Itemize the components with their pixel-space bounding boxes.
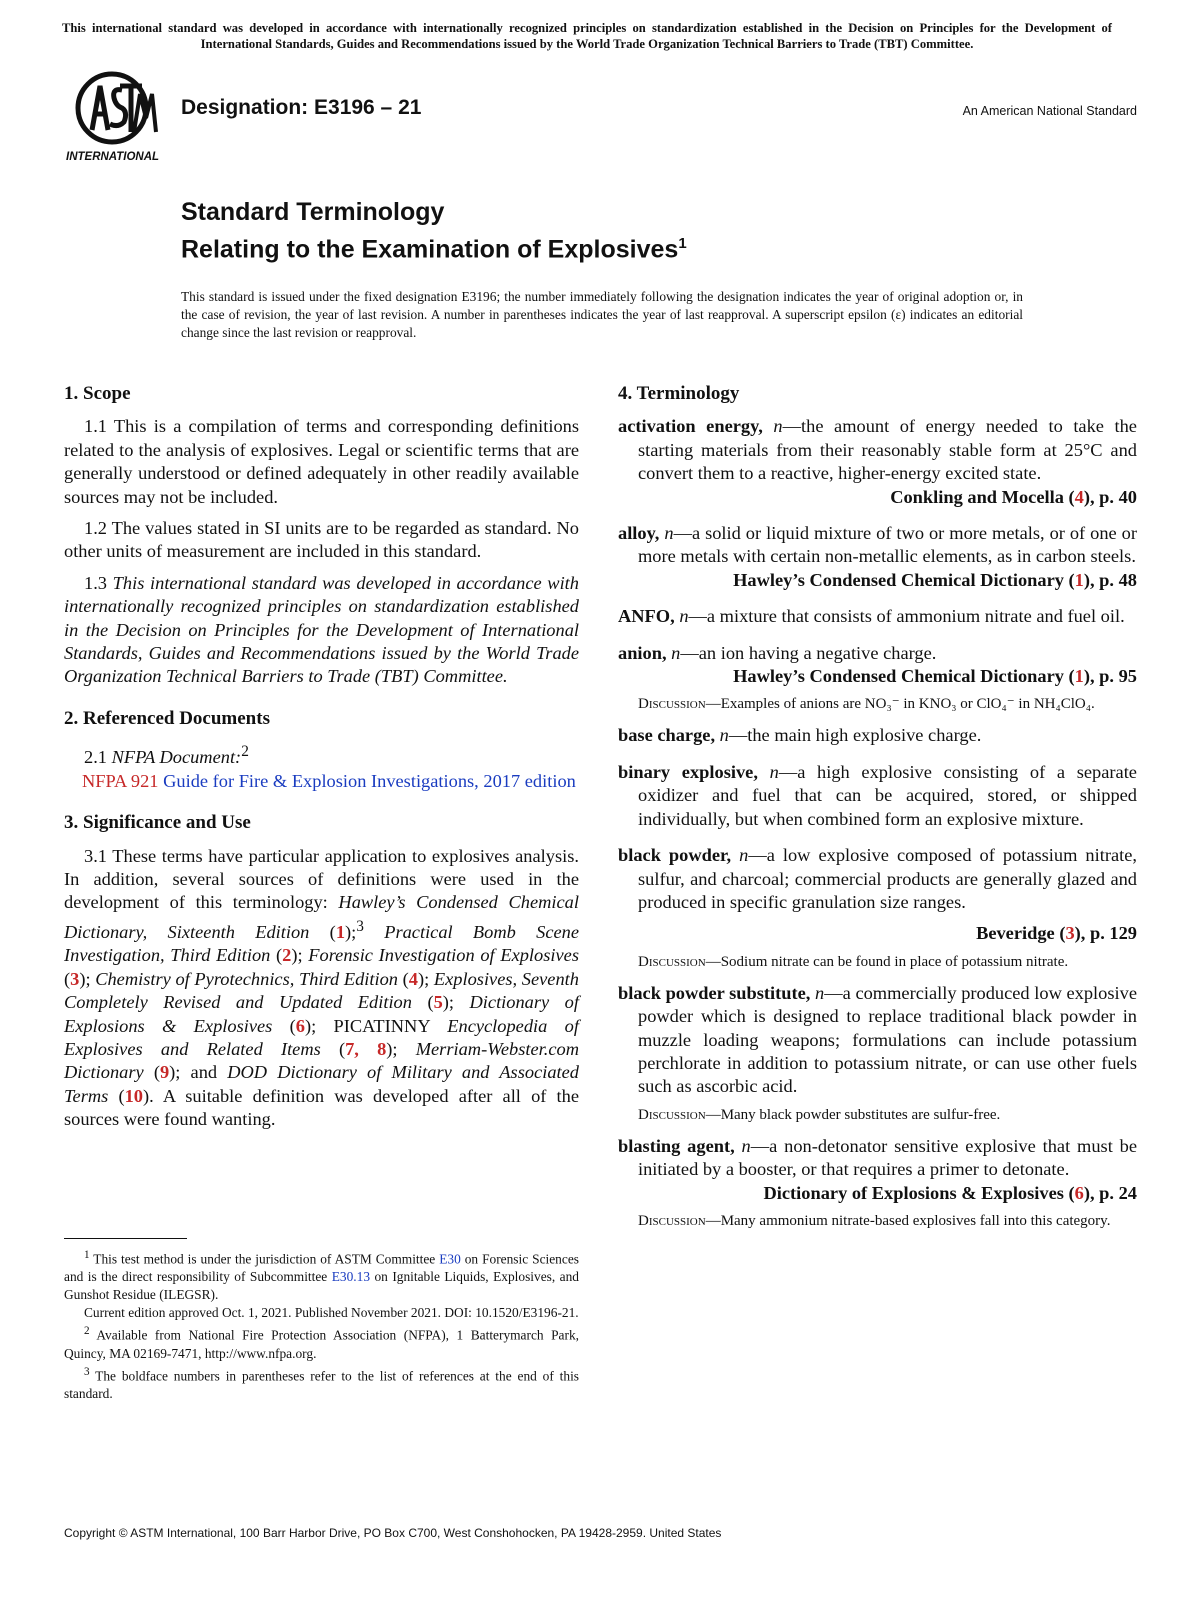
title-footnote-mark: 1: [678, 235, 687, 252]
term-alloy: alloy, n—a solid or liquid mixture of two or more metals, or of one or more metals with certain non-metallic elements, as in carbon steels. Hawley’s Condensed Chemical Dictionary (1), p. 48: [618, 522, 1137, 592]
issued-note: This standard is issued under the fixed designation E3196; the number immediately following the designation indicates the year of original adoption or, in the case of revision, the year of last revision. A number in parentheses indicates the year of last reapproval. A superscript epsilon (ε) indicates an editorial change since the last revision or reapproval.: [181, 289, 1023, 340]
american-national-standard: An American National Standard: [962, 104, 1137, 118]
para-3-1: 3.1 These terms have particular application to explosives analysis. In addition, several sources of definitions were used in the development of this terminology: Hawley’s Condensed Chemical Dictionary, Sixteenth Edition (1);$^3$ Practical Bomb Scene Investigation, Third Edition (2); Forensic Investigation of Explosives (3); Chemistry of Pyrotechnics, Third Edition (4); Explosives, Seventh Completely Revised and Updated Edition (5); Dictionary of Explosions & Explosives (6); PICATINNY Encyclopedia of Explosives and Related Items (7, 8); Merriam-Webster.com Dictionary (9); and DOD Dictionary of Military and Associated Terms (10). A suitable definition was developed after all of the sources were found wanting.: [64, 845, 580, 1130]
term-black-powder-substitute: black powder substitute, n—a commercially produced low explosive powder which is designed to replace traditional black powder in muzzle loading weapons; formulations can include potassium perchlorate in addition to potassium nitrate, or can use other fuels such as ascorbic acid.: [618, 982, 1137, 1097]
discussion-blasting-agent: Discussion—Many ammonium nitrate-based explosives fall into this category.: [638, 1212, 1111, 1229]
terminology-heading: 4. Terminology: [618, 383, 740, 404]
footnotes: [64, 1246, 579, 1403]
footnote-2: $^2$ Available from National Fire Protection Association (NFPA), 1 Batterymarch Park, Quincy, MA 02169-7471, http://www.nfpa.org.: [64, 1325, 580, 1361]
term-source: Conkling and Mocella (4), p. 40: [890, 486, 1137, 507]
footnote-1: $^1$ This test method is under the jurisdiction of ASTM Committee E30 on Forensic Sciences and is the direct responsibility of Subcommittee E30.13 on Ignitable Liquids, Explosives, and Gunshot Residue (ILEGSR).: [64, 1249, 579, 1303]
footnote-1-edition: Current edition approved Oct. 1, 2021. Published November 2021. DOI: 10.1520/E3196-21.: [84, 1305, 579, 1321]
title-line-1: Standard Terminology: [181, 198, 445, 226]
document-title: [181, 196, 687, 265]
committee-e30-link[interactable]: E30: [439, 1251, 461, 1267]
term-binary-explosive: binary explosive, n—a high explosive consisting of a separate oxidizer and fuel that can be acquired, stored, or shipped individually, but when combined form an explosive mixture.: [618, 761, 1137, 829]
term-anion: anion, n—an ion having a negative charge. Hawley’s Condensed Chemical Dictionary (1), p. 95: [618, 642, 1137, 689]
discussion-anion: Discussion—Examples of anions are NO₃⁻ in KNO₃ or ClO₄⁻ in NH₄ClO₄.: [638, 696, 1095, 713]
copyright-footer: Copyright © ASTM International, 100 Barr Harbor Drive, PO Box C700, West Conshohocken, PA 19428-2959. United States: [64, 1526, 722, 1540]
para-1-2: 1.2 The values stated in SI units are to be regarded as standard. No other units of measurement are included in this standard.: [64, 518, 579, 562]
para-1-1: 1.1 This is a compilation of terms and corresponding definitions related to the analysis of explosives. Legal or scientific terms that are generally understood or defined adequately in other readily available sources may not be included.: [64, 416, 579, 507]
nfpa-921-link[interactable]: NFPA 921 Guide for Fire & Explosion Investigations, 2017 edition: [82, 770, 576, 791]
term-base-charge: base charge, n—the main high explosive charge.: [618, 725, 982, 746]
para-2-1: 2.1 NFPA Document:$^2$: [84, 743, 249, 768]
discussion-black-powder-substitute: Discussion—Many black powder substitutes are sulfur-free.: [638, 1106, 1001, 1123]
discussion-black-powder: Discussion—Sodium nitrate can be found in place of potassium nitrate.: [638, 953, 1069, 970]
term-source: Beveridge (3), p. 129: [976, 923, 1137, 944]
left-column: [64, 382, 579, 1140]
logo-text: INTERNATIONAL: [66, 151, 160, 163]
footnote-3: $^3$ The boldface numbers in parentheses refer to the list of references at the end of this standard.: [64, 1365, 579, 1402]
term-black-powder: black powder, n—a low explosive composed of potassium nitrate, sulfur, and charcoal; commercial products are generally glazed and produced in specific granulation size ranges. Beveridge (3), p. 129: [618, 844, 1137, 946]
title-line-2: Relating to the Examination of Explosives: [181, 235, 679, 264]
term-source: Hawley’s Condensed Chemical Dictionary (1), p. 95: [733, 666, 1137, 687]
astm-logo: [62, 70, 170, 166]
significance-heading: 3. Significance and Use: [64, 812, 251, 834]
term-source: Hawley’s Condensed Chemical Dictionary (1), p. 48: [733, 569, 1137, 590]
right-column: [618, 382, 1137, 1241]
scope-heading: 1. Scope: [64, 383, 131, 404]
subcommittee-e30-13-link[interactable]: E30.13: [331, 1269, 371, 1285]
term-anfo: ANFO, n—a mixture that consists of ammonium nitrate and fuel oil.: [618, 606, 1125, 627]
term-source: Dictionary of Explosions & Explosives (6), p. 24: [763, 1182, 1137, 1203]
footnote-rule: [64, 1238, 187, 1239]
designation: Designation: E3196 – 21: [181, 96, 422, 119]
para-1-3: 1.3 This international standard was developed in accordance with internationally recognized principles on standardization established in the Decision on Principles for the Development of International Standards, Guides and Recommendations issued by the World Trade Organization Technical Barriers to Trade (TBT) Committee.: [64, 572, 579, 687]
top-note: This international standard was developed in accordance with internationally recognized principles on standardization established in the Decision on Principles for the Development of International Standards, Guides and Recommendations issued by the World Trade Organization Technical Barriers to Trade (TBT) Committee.: [62, 21, 1112, 51]
term-blasting-agent: blasting agent, n—a non-detonator sensitive explosive that must be initiated by a booster, or that requires a primer to detonate. Dictionary of Explosions & Explosives (6), p. 24: [618, 1135, 1137, 1205]
term-activation-energy: activation energy, n—the amount of energy needed to take the starting materials from their reasonably stable form at 25°C and convert them to a reactive, higher-energy excited state. Conkling and Mocella (4), p. 40: [618, 415, 1137, 509]
referenced-documents-heading: 2. Referenced Documents: [64, 707, 270, 729]
